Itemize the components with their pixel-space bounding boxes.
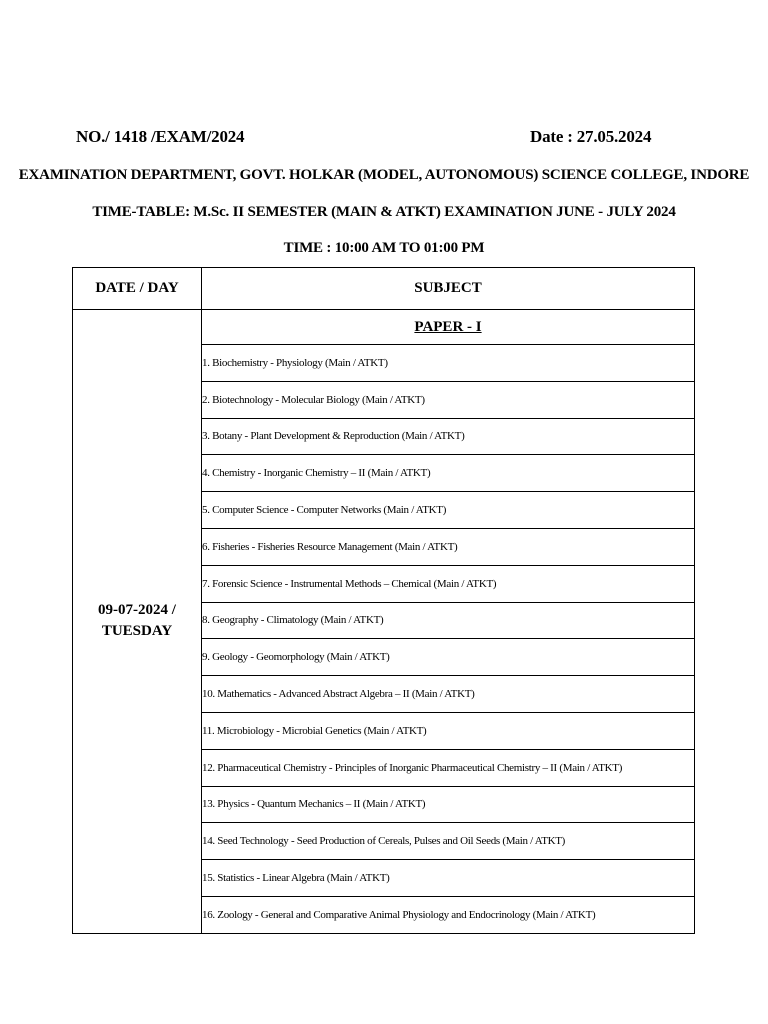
subject-cell: 2. Biotechnology - Molecular Biology (Main / ATKT) — [202, 381, 695, 418]
subject-cell: 9. Geology - Geomorphology (Main / ATKT) — [202, 639, 695, 676]
exam-day: TUESDAY — [101, 623, 173, 640]
paper-heading-cell — [202, 310, 695, 345]
document-date: Date : 27.05.2024 — [530, 127, 652, 146]
table-header-row — [73, 268, 695, 310]
subject-cell: 7. Forensic Science - Instrumental Methods – Chemical (Main / ATKT) — [202, 565, 695, 602]
subject-cell: 15. Statistics - Linear Algebra (Main / ATKT) — [202, 860, 695, 897]
timetable-body — [73, 310, 695, 934]
subject-cell: 16. Zoology - General and Comparative Animal Physiology and Endocrinology (Main / ATKT) — [202, 896, 695, 933]
subject-cell: 10. Mathematics - Advanced Abstract Algebra – II (Main / ATKT) — [202, 676, 695, 713]
column-header-date-day: DATE / DAY — [73, 268, 202, 310]
column-header-subject: SUBJECT — [202, 268, 695, 310]
exam-date-cell — [73, 310, 202, 934]
exam-date: 09-07-2024 / — [98, 602, 176, 619]
exam-time: TIME : 10:00 AM TO 01:00 PM — [283, 240, 485, 256]
subject-cell: 8. Geography - Climatology (Main / ATKT) — [202, 602, 695, 639]
subject-cell: 11. Microbiology - Microbial Genetics (Main / ATKT) — [202, 712, 695, 749]
subject-cell: 4. Chemistry - Inorganic Chemistry – II (Main / ATKT) — [202, 455, 695, 492]
timetable-title: TIME-TABLE: M.Sc. II SEMESTER (MAIN & ATKT) EXAMINATION JUNE - JULY 2024 — [92, 204, 676, 220]
department-heading: EXAMINATION DEPARTMENT, GOVT. HOLKAR (MODEL, AUTONOMOUS) SCIENCE COLLEGE, INDORE — [18, 167, 750, 183]
paper-heading: PAPER - I — [414, 318, 482, 335]
timetable-table — [72, 267, 695, 934]
subject-cell: 6. Fisheries - Fisheries Resource Management (Main / ATKT) — [202, 528, 695, 565]
paper-row — [73, 310, 695, 345]
subject-cell: 14. Seed Technology - Seed Production of Cereals, Pulses and Oil Seeds (Main / ATKT) — [202, 823, 695, 860]
subject-cell: 3. Botany - Plant Development & Reproduction (Main / ATKT) — [202, 418, 695, 455]
subject-cell: 12. Pharmaceutical Chemistry - Principles of Inorganic Pharmaceutical Chemistry – II (Main / ATKT) — [202, 749, 695, 786]
reference-number: NO./ 1418 /EXAM/2024 — [76, 127, 245, 146]
subject-cell: 5. Computer Science - Computer Networks (Main / ATKT) — [202, 492, 695, 529]
subject-cell: 13. Physics - Quantum Mechanics – II (Main / ATKT) — [202, 786, 695, 823]
subject-cell: 1. Biochemistry - Physiology (Main / ATKT) — [202, 345, 695, 382]
